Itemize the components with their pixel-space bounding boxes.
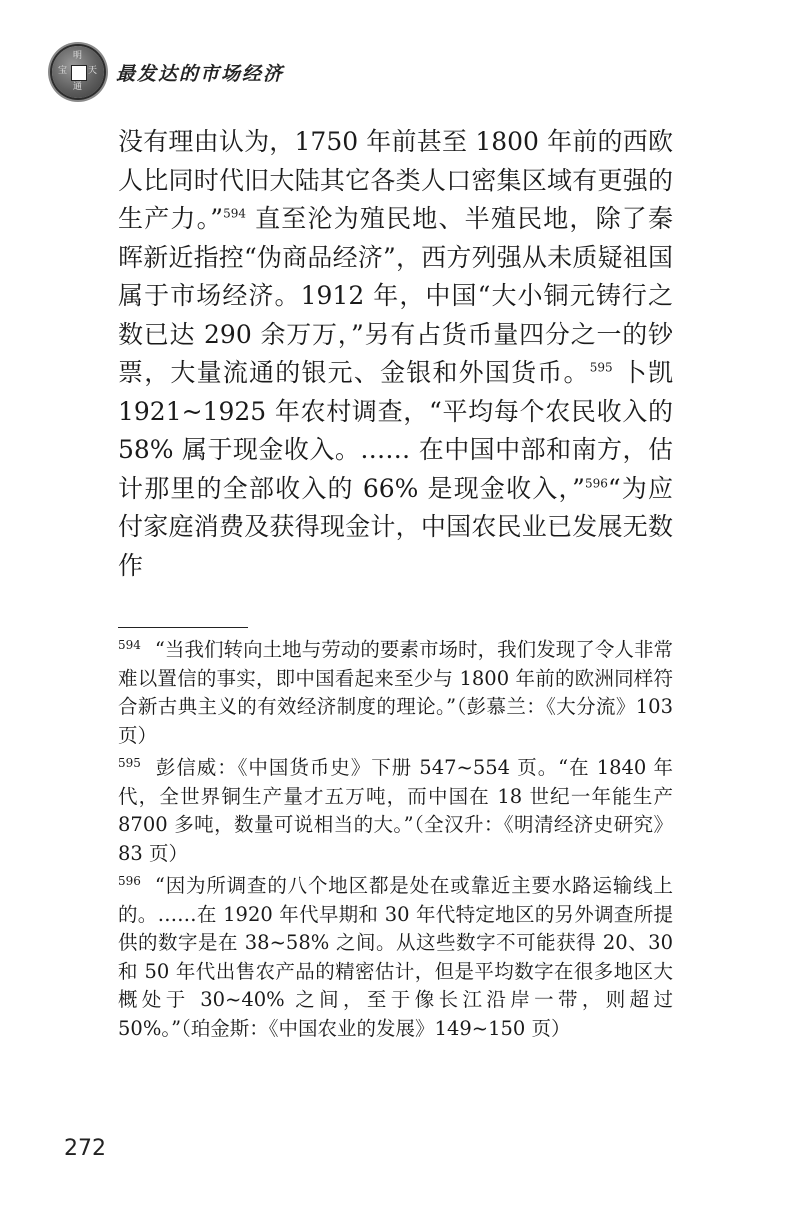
- footnote-text: 彭信威：《中国货币史》下册 547~554 页。“在 1840 年代，全世界铜生产量才五万吨，而中国在 18 世纪一年能生产 8700 多吨，数量可说相当的大。”（全汉升：《明清经济史研究》83 页）: [118, 756, 673, 865]
- text-run: 卜凯 1921~1925 年农村调查，“平均每个农民收入的 58% 属于现金收入。…… 在中国中部和南方，估计那里的全部收入的 66% 是现金收入，”: [118, 358, 673, 503]
- running-header: [52, 44, 284, 100]
- footnote-596: [118, 872, 673, 1043]
- footnote-number: 594: [118, 637, 141, 652]
- footnotes: [118, 636, 673, 1047]
- footnote-divider: [118, 627, 248, 628]
- text-run: “为应付家庭消费及获得现金计，中国农民业已发展无数作: [118, 473, 673, 580]
- footnote-ref-595: 595: [589, 360, 613, 375]
- text-run: 没有理由认为，1750 年前甚至 1800 年前的西欧人比同时代旧大陆其它各类人口密集区域有更强的生产力。”: [118, 127, 673, 233]
- coin-square-hole: [71, 65, 87, 81]
- ancient-coin-icon: [52, 46, 104, 98]
- coin-glyph-bottom: 通: [73, 82, 83, 92]
- coin-glyph-top: 明: [73, 51, 83, 61]
- page-number: 272: [64, 1136, 106, 1161]
- footnote-number: 596: [118, 873, 141, 888]
- footnote-595: [118, 754, 673, 868]
- text-run: 直至沦为殖民地、半殖民地，除了秦晖新近指控“伪商品经济”，西方列强从未质疑祖国属于市场经济。1912 年，中国“大小铜元铸行之数已达 290 余万万，”另有占货币量四分之一的钞票，大量流通的银元、金银和外国货币。: [118, 204, 674, 387]
- footnote-text: “因为所调查的八个地区都是处在或靠近主要水路运输线上的。……在 1920 年代早期和 30 年代特定地区的另外调查所提供的数字是在 38~58% 之间。从这些数字不可能获得 20、30 和 50 年代出售农产品的精密估计，但是平均数字在很多地区大概处于 30~40% 之间，至于像长江沿岸一带，则超过 50%。”（珀金斯：《中国农业的发展》149~150 页）: [118, 874, 673, 1040]
- footnote-594: [118, 636, 673, 750]
- footnote-text: “当我们转向土地与劳动的要素市场时，我们发现了令人非常难以置信的事实，即中国看起来至少与 1800 年前的欧洲同样符合新古典主义的有效经济制度的理论。”（彭慕兰：《大分流》103 页）: [118, 638, 673, 747]
- coin-glyph-left: 宝: [58, 66, 68, 76]
- paragraph: [118, 123, 673, 585]
- footnote-ref-596: 596: [584, 476, 608, 491]
- footnote-ref-594: 594: [223, 206, 246, 221]
- body-text: [118, 123, 673, 585]
- chapter-title: 最发达的市场经济: [116, 62, 285, 85]
- coin-glyph-right: 天: [88, 66, 98, 76]
- footnote-number: 595: [118, 755, 141, 770]
